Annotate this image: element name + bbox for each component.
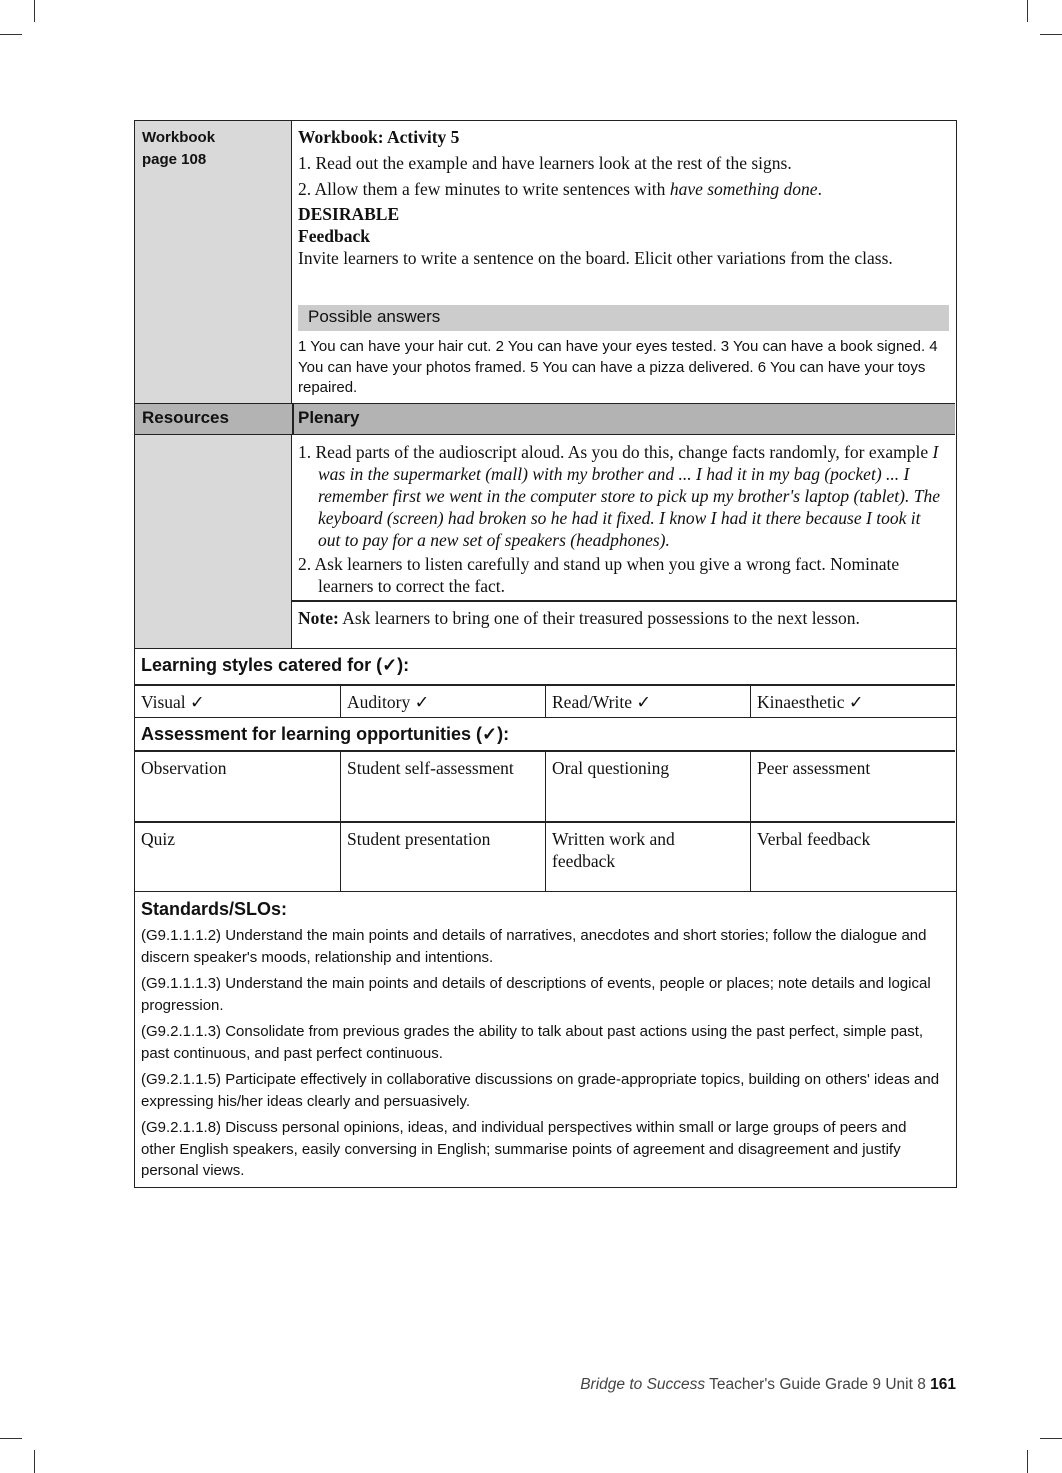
page-number: 161 — [930, 1376, 956, 1393]
feedback-text: Invite learners to write a sentence on the board. Elicit other variations from the class. — [298, 248, 893, 268]
crop-mark — [0, 34, 22, 35]
workbook-label: Workbook page 108 — [142, 129, 216, 168]
standard-item: (G9.2.1.1.3) Consolidate from previous grades the ability to talk about past actions using the past perfect, simple past, past continuous, and past perfect continuous. — [141, 1023, 924, 1062]
possible-answers-text: 1 You can have your hair cut. 2 You can have your eyes tested. 3 You can have a book signed. 4 You can have your photos framed. 5 You can have a pizza delivered. 6 You can have your toys repaired. — [298, 338, 938, 396]
assessment-cell: Written work and feedback — [546, 823, 751, 891]
crop-mark — [34, 1450, 35, 1473]
resources-label: Resources — [142, 408, 229, 427]
assessment-cell: Peer assessment — [757, 758, 871, 778]
feedback-title: Feedback — [298, 226, 370, 246]
possible-answers-header: Possible answers — [298, 305, 949, 331]
crop-mark — [1027, 1450, 1028, 1473]
assessment-title: Assessment for learning opportunities (✓): — [141, 724, 510, 744]
desirable-label: DESIRABLE — [298, 204, 400, 224]
learning-style-readwrite: Read/Write ✓ — [546, 686, 751, 717]
standard-item: (G9.1.1.1.3) Understand the main points and details of descriptions of events, people or places; note details and logical progression. — [141, 975, 931, 1014]
standard-item: (G9.2.1.1.8) Discuss personal opinions, ideas, and individual perspectives within small or large groups of peers and other English speakers, easily conversing in English; summarise points of agreement and disagreement and justify personal views. — [141, 1119, 907, 1179]
plenary-title: Plenary — [298, 408, 360, 427]
assessment-cell: Verbal feedback — [757, 829, 871, 849]
assessment-cell: Student presentation — [341, 823, 546, 891]
standards-section — [134, 891, 957, 1188]
assessment-cell: Quiz — [135, 823, 341, 891]
learning-style-kinaesthetic: Kinaesthetic ✓ — [757, 692, 864, 712]
learning-style-visual: Visual ✓ — [135, 686, 341, 717]
learning-styles-title: Learning styles catered for (✓): — [141, 655, 410, 675]
crop-mark — [1027, 0, 1028, 22]
standard-item: (G9.1.1.1.2) Understand the main points and details of narratives, anecdotes and short stories; follow the dialogue and discern speaker's moods, relationship and intentions. — [141, 927, 927, 966]
assessment-cell: Student self-assessment — [341, 752, 546, 822]
crop-mark — [34, 0, 35, 22]
crop-mark — [1040, 1438, 1062, 1439]
plenary-steps: 1. Read parts of the audioscript aloud. As you do this, change facts randomly, for example I was in the supermarket (mall) with my brother and ... I had it in my bag (pocket) ... I remember first we went in the computer store to pick up my brother's laptop (tablet). The keyboard (screen) had broken so he had it fixed. I know I had it there because I took it out to pay for a new set of speakers (headphones). 2. Ask learners to listen carefully and stand up when you give a wrong fact. Nominate learners to correct the fact. — [298, 442, 940, 596]
page-footer: Bridge to Success Teacher's Guide Grade 9 Unit 8 161 — [580, 1376, 956, 1393]
crop-mark — [1040, 34, 1062, 35]
left-column — [135, 121, 292, 648]
crop-mark — [0, 1438, 22, 1439]
standard-item: (G9.2.1.1.5) Participate effectively in collaborative discussions on grade-appropriate topics, building on others' ideas and expressing his/her ideas clearly and persuasively. — [141, 1071, 940, 1110]
learning-styles-section — [134, 648, 957, 718]
note: Note: Ask learners to bring one of their treasured possessions to the next lesson. — [298, 608, 860, 628]
plenary-header-row — [135, 403, 955, 435]
step: 1. Read out the example and have learners look at the rest of the signs. — [298, 153, 792, 173]
workbook-activity — [298, 126, 948, 269]
standards-title: Standards/SLOs: — [141, 899, 288, 919]
step: 2. Allow them a few minutes to write sentences with have something done. — [298, 179, 822, 199]
lesson-table — [134, 120, 957, 649]
assessment-cell: Oral questioning — [546, 752, 751, 822]
learning-style-auditory: Auditory ✓ — [341, 686, 546, 717]
assessment-cell: Observation — [135, 752, 341, 822]
activity-title: Workbook: Activity 5 — [298, 127, 460, 147]
assessment-section — [134, 717, 957, 892]
